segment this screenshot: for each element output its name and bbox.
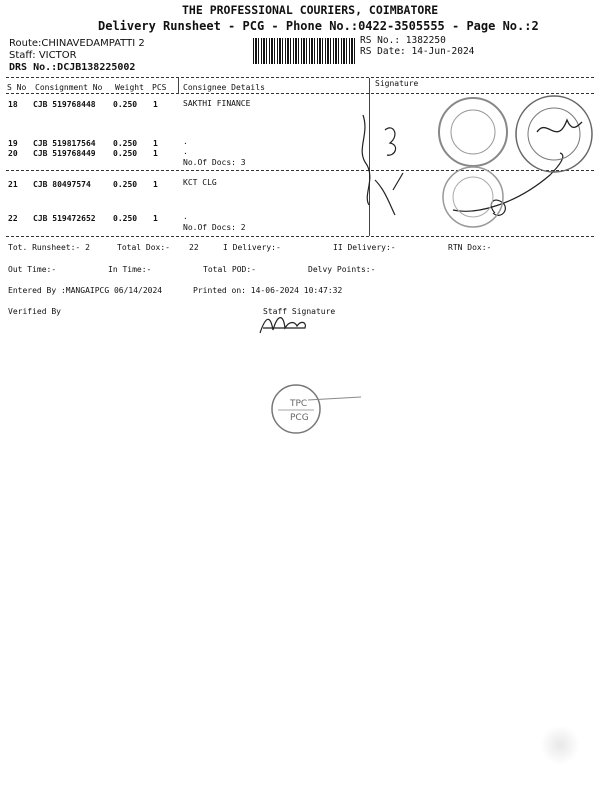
- in-time: In Time:-: [108, 265, 152, 274]
- staff-signature: [255, 308, 315, 338]
- i-delivery: I Delivery:-: [223, 243, 281, 252]
- delivery-points: Delvy Points:-: [308, 265, 376, 274]
- verified-by: Verified By: [8, 307, 61, 316]
- row-weight: 0.250: [113, 180, 138, 189]
- row-sno: 21: [8, 180, 18, 189]
- row-consignee: .: [183, 212, 188, 221]
- row-doc-count: No.Of Docs: 3: [183, 158, 246, 167]
- ii-delivery: II Delivery:-: [333, 243, 396, 252]
- row-pcs: 1: [153, 100, 158, 109]
- scan-smudge: [540, 725, 580, 765]
- row-consignment: CJB 519817564: [33, 139, 96, 148]
- row-weight: 0.250: [113, 139, 138, 148]
- row-consignment: CJB 519472652: [33, 214, 96, 223]
- drs-value: DCJB138225002: [57, 62, 136, 73]
- rs-date: RS Date: 14-Jun-2024: [360, 46, 475, 57]
- total-runsheet: Tot. Runsheet:- 2: [8, 243, 90, 252]
- rtn-dox: RTN Dox:-: [448, 243, 492, 252]
- row-weight: 0.250: [113, 100, 138, 109]
- entered-by: Entered By :MANGAIPCG 06/14/2024: [8, 286, 163, 295]
- col-header-weight: Weight: [115, 83, 144, 92]
- row-doc-count: No.Of Docs: 2: [183, 223, 246, 232]
- row-sno: 18: [8, 100, 18, 109]
- total-pod: Total POD:-: [203, 265, 256, 274]
- total-dox-label: Total Dox:-: [117, 243, 170, 252]
- tpc-stamp: [268, 380, 363, 440]
- row-consignee: KCT CLG: [183, 178, 217, 187]
- svg-text:TPC: TPC: [290, 399, 308, 409]
- runsheet-title: Delivery Runsheet - PCG - Phone No.:0422-3505555 - Page No.:2: [98, 19, 539, 33]
- finance-stamp: [512, 92, 597, 177]
- row-consignee: .: [183, 147, 188, 156]
- barcode: [253, 38, 356, 64]
- row-weight: 0.250: [113, 149, 138, 158]
- college-stamp: [428, 90, 518, 230]
- table-top-rule: [6, 77, 594, 78]
- col-header-consignee: Consignee Details: [183, 83, 265, 92]
- row-pcs: 1: [153, 180, 158, 189]
- row-sno: 20: [8, 149, 18, 158]
- route-value: CHINAVEDAMPATTI 2: [41, 38, 145, 49]
- staff: [9, 50, 77, 61]
- drs-number: [9, 62, 135, 73]
- col-header-signature: Signature: [375, 79, 419, 88]
- printed-on: Printed on: 14-06-2024 10:47:32: [193, 286, 343, 295]
- route: [9, 38, 145, 49]
- company-name: THE PROFESSIONAL COURIERS, COIMBATORE: [182, 3, 439, 17]
- route-label: Route:: [9, 38, 42, 49]
- svg-text:PCG: PCG: [290, 413, 309, 423]
- col-header-consignment: Consignment No: [35, 83, 103, 92]
- row-consignment: CJB 519768449: [33, 149, 96, 158]
- row-consignment: CJB 519768448: [33, 100, 96, 109]
- row-pcs: 1: [153, 139, 158, 148]
- row-consignee: SAKTHI FINANCE: [183, 99, 251, 108]
- rs-number: RS No.: 1382250: [360, 35, 446, 46]
- row-sno: 22: [8, 214, 18, 223]
- row-consignment: CJB 80497574: [33, 180, 91, 189]
- row-weight: 0.250: [113, 214, 138, 223]
- out-time: Out Time:-: [8, 265, 57, 274]
- row-consignee: .: [183, 137, 188, 146]
- details-column-divider: [178, 78, 179, 93]
- staff-value: VICTOR: [38, 50, 77, 61]
- drs-label: DRS No.:: [9, 62, 58, 73]
- total-dox-value: 22: [189, 243, 199, 252]
- row-sno: 19: [8, 139, 18, 148]
- row-pcs: 1: [153, 214, 158, 223]
- staff-signature-label: Staff Signature: [263, 307, 336, 316]
- staff-label: Staff:: [9, 50, 36, 61]
- row-pcs: 1: [153, 149, 158, 158]
- table-bottom-rule: [6, 236, 594, 237]
- col-header-pcs: PCS: [152, 83, 167, 92]
- col-header-sno: S No: [7, 83, 27, 92]
